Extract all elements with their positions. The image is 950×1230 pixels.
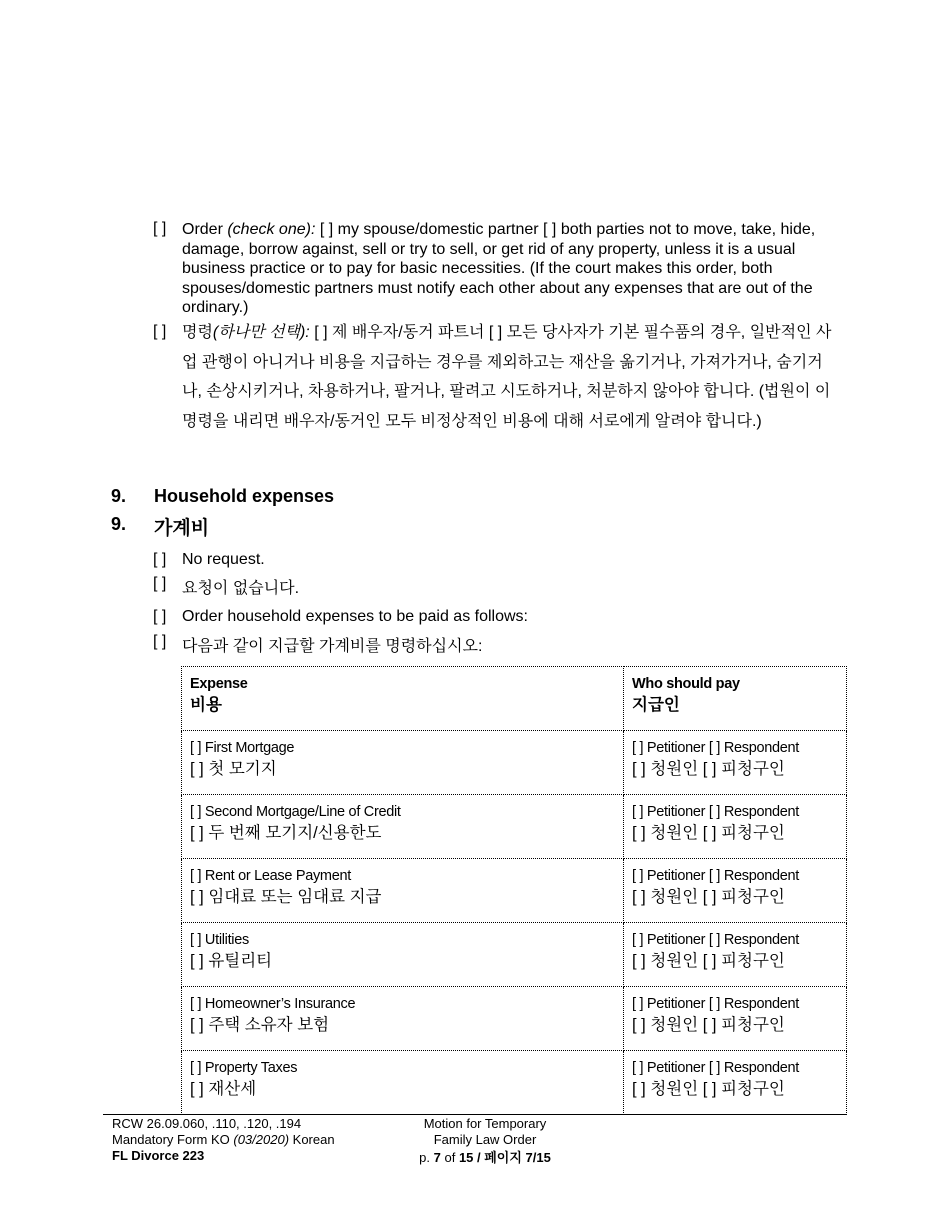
- no-request-ko-checkbox[interactable]: [ ]: [153, 575, 167, 592]
- order-expenses-ko-label: 다음과 같이 지급할 가계비를 명령하십시오:: [182, 638, 483, 655]
- who-should-pay-header: Who should pay 지급인: [624, 667, 847, 731]
- expense-cell[interactable]: [ ] Second Mortgage/Line of Credit [ ] 두 번째 모기지/신용한도: [182, 795, 624, 859]
- order-expenses-ko-checkbox[interactable]: [ ]: [153, 633, 167, 650]
- order-ko-paragraph: 명령(하나만 선택): [ ] 제 배우자/동거 파트너 [ ] 모든 당사자가 기본 필수품의 경우, 일반적인 사업 관행이 아니거나 비용을 지급하는 경우를 제외하고는 재산을 옮기거나, 가져가거나, 숨기거나, 손상시키거나, 차용하거나, 팔거나, 팔려고 시도하거나, 처분하지 않아야 합니다. (법원이 이 명령을 내리면 배우자/동거인 모두 비정상적인 비용에 대해 서로에게 알려야 합니다.): [182, 324, 832, 430]
- footer-title-line2: Family Law Order: [433, 1132, 537, 1147]
- section-number: 9.: [111, 486, 127, 506]
- table-row: [182, 731, 847, 795]
- table-row: [182, 923, 847, 987]
- expense-cell[interactable]: [ ] First Mortgage [ ] 첫 모기지: [182, 731, 624, 795]
- expense-cell[interactable]: [ ] Property Taxes [ ] 재산세: [182, 1051, 624, 1115]
- footer-left: [112, 1116, 335, 1164]
- household-expenses-table: [181, 666, 847, 1115]
- expense-cell[interactable]: [ ] Rent or Lease Payment [ ] 임대료 또는 임대료 지급: [182, 859, 624, 923]
- payer-cell[interactable]: [ ] Petitioner [ ] Respondent [ ] 청원인 [ ] 피청구인: [624, 795, 847, 859]
- footer-form-id: FL Divorce 223: [112, 1148, 205, 1163]
- check-one-note: (check one):: [227, 221, 316, 238]
- section-title-en: Household expenses: [154, 486, 335, 506]
- payer-cell[interactable]: [ ] Petitioner [ ] Respondent [ ] 청원인 [ ] 피청구인: [624, 1051, 847, 1115]
- payer-cell[interactable]: [ ] Petitioner [ ] Respondent [ ] 청원인 [ ] 피청구인: [624, 923, 847, 987]
- section-number-ko: 9.: [111, 514, 127, 534]
- footer-divider: [103, 1114, 847, 1115]
- no-request-ko-label: 요청이 없습니다.: [182, 580, 300, 597]
- order-ko-checkbox[interactable]: [ ]: [153, 323, 167, 340]
- no-request-en-label: No request.: [182, 551, 265, 568]
- order-en-paragraph: Order (check one): [ ] my spouse/domestic partner [ ] both parties not to move, take, hide, damage, borrow against, sell or try to sell, or get rid of any property, unless it is a usual business practice or to pay for basic necessities. (If the court makes this order, both spouses/domestic partners must notify each other about any expenses that are out of the ordinary.): [182, 221, 816, 316]
- table-header-row: [182, 667, 847, 731]
- no-request-en-checkbox[interactable]: [ ]: [153, 551, 167, 568]
- footer-form: Mandatory Form KO (03/2020) Korean: [112, 1132, 335, 1147]
- footer-rcw: RCW 26.09.060, .110, .120, .194: [112, 1116, 302, 1131]
- check-one-note-ko: (하나만 선택):: [212, 324, 310, 341]
- footer-center: [390, 1116, 580, 1166]
- order-en-checkbox[interactable]: [ ]: [153, 220, 167, 237]
- expense-header: Expense 비용: [182, 667, 624, 731]
- section-title-ko: 가계비: [154, 518, 210, 539]
- table-row: [182, 1051, 847, 1115]
- payer-cell[interactable]: [ ] Petitioner [ ] Respondent [ ] 청원인 [ ] 피청구인: [624, 859, 847, 923]
- expense-cell[interactable]: [ ] Homeowner’s Insurance [ ] 주택 소유자 보험: [182, 987, 624, 1051]
- footer-page-number: p. 7 of 15 / 페이지 7/15: [419, 1150, 551, 1165]
- table-row: [182, 795, 847, 859]
- payer-cell[interactable]: [ ] Petitioner [ ] Respondent [ ] 청원인 [ ] 피청구인: [624, 731, 847, 795]
- order-expenses-en-label: Order household expenses to be paid as follows:: [182, 608, 528, 625]
- order-expenses-en-checkbox[interactable]: [ ]: [153, 608, 167, 625]
- table-row: [182, 987, 847, 1051]
- footer-title-line1: Motion for Temporary: [423, 1116, 547, 1131]
- table-row: [182, 859, 847, 923]
- payer-cell[interactable]: [ ] Petitioner [ ] Respondent [ ] 청원인 [ ] 피청구인: [624, 987, 847, 1051]
- expense-cell[interactable]: [ ] Utilities [ ] 유틸리티: [182, 923, 624, 987]
